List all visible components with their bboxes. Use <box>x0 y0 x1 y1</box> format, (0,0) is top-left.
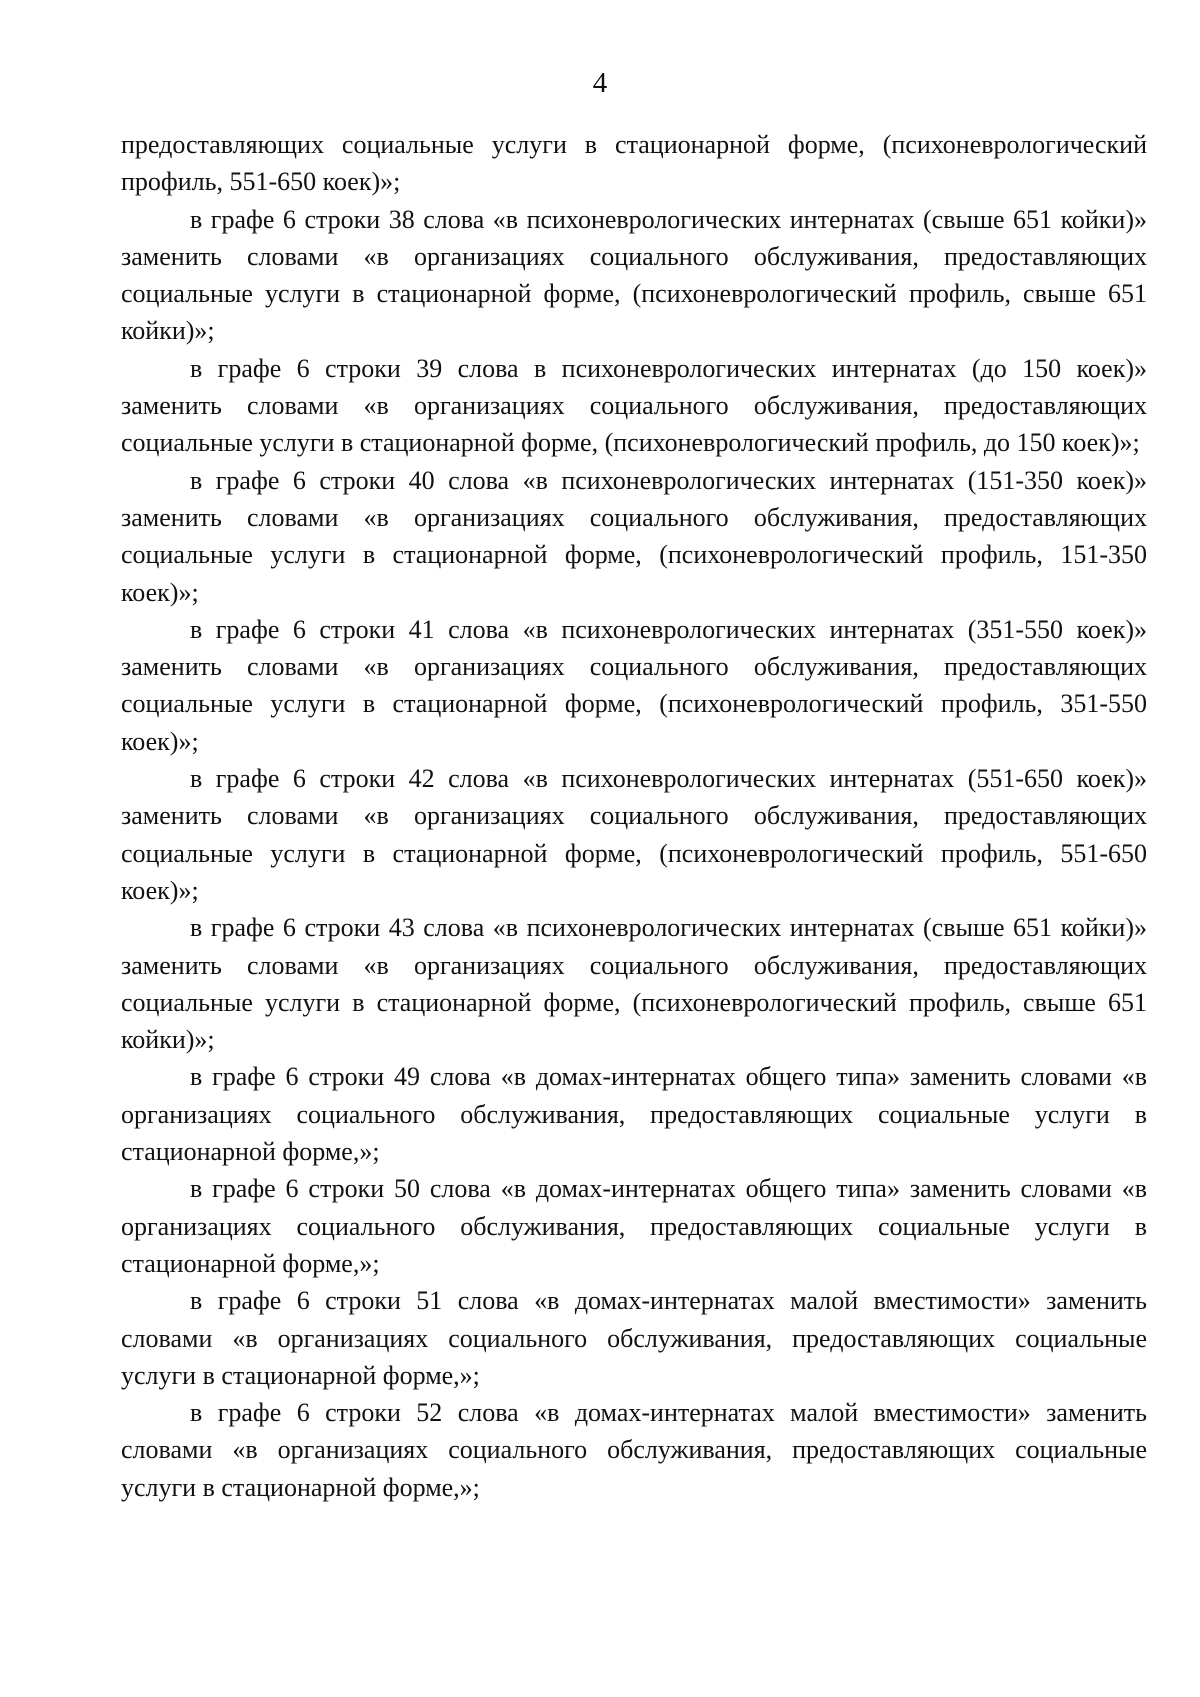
document-body <box>121 126 1147 1506</box>
paragraph-row-50: в графе 6 строки 50 слова «в домах-интернатах общего типа» заменить словами «в организациях социального обслуживания, предоставляющих социальные услуги в стационарной форме,»; <box>121 1174 1147 1278</box>
paragraph-row-42: в графе 6 строки 42 слова «в психоневрологических интернатах (551-650 коек)» заменить словами «в организациях социального обслуживания, предоставляющих социальные услуги в стационарной форме, (психоневрологический профиль, 551-650 коек)»; <box>121 764 1147 905</box>
paragraph-row-39: в графе 6 строки 39 слова в психоневрологических интернатах (до 150 коек)» заменить словами «в организациях социального обслуживания, предоставляющих социальные услуги в стационарной форме, (психоневрологический профиль, до 150 коек)»; <box>121 353 1147 458</box>
paragraph-row-41: в графе 6 строки 41 слова «в психоневрологических интернатах (351-550 коек)» заменить словами «в организациях социального обслуживания, предоставляющих социальные услуги в стационарной форме, (психоневрологический профиль, 351-550 коек)»; <box>121 614 1147 756</box>
paragraph-row-52: в графе 6 строки 52 слова «в домах-интернатах малой вместимости» заменить словами «в организациях социального обслуживания, предоставляющих социальные услуги в стационарной форме,»; <box>121 1398 1147 1502</box>
paragraph-row-43: в графе 6 строки 43 слова «в психоневрологических интернатах (свыше 651 койки)» заменить словами «в организациях социального обслуживания, предоставляющих социальные услуги в стационарной форме, (психоневрологический профиль, свыше 651 койки)»; <box>121 913 1147 1055</box>
paragraph-row-40: в графе 6 строки 40 слова «в психоневрологических интернатах (151-350 коек)» заменить словами «в организациях социального обслуживания, предоставляющих социальные услуги в стационарной форме, (психоневрологический профиль, 151-350 коек)»; <box>121 465 1147 607</box>
paragraph-row-51: в графе 6 строки 51 слова «в домах-интернатах малой вместимости» заменить словами «в организациях социального обслуживания, предоставляющих социальные услуги в стационарной форме,»; <box>121 1286 1147 1390</box>
page-number: 4 <box>592 67 608 99</box>
paragraph-row-38: в графе 6 строки 38 слова «в психоневрологических интернатах (свыше 651 койки)» заменить словами «в организациях социального обслуживания, предоставляющих социальные услуги в стационарной форме, (психоневрологический профиль, свыше 651 койки)»; <box>121 204 1147 346</box>
paragraph-row-49: в графе 6 строки 49 слова «в домах-интернатах общего типа» заменить словами «в организациях социального обслуживания, предоставляющих социальные услуги в стационарной форме,»; <box>121 1062 1147 1167</box>
paragraph-continuation: предоставляющих социальные услуги в стационарной форме, (психоневрологический профиль, 551-650 коек)»; <box>121 130 1147 197</box>
